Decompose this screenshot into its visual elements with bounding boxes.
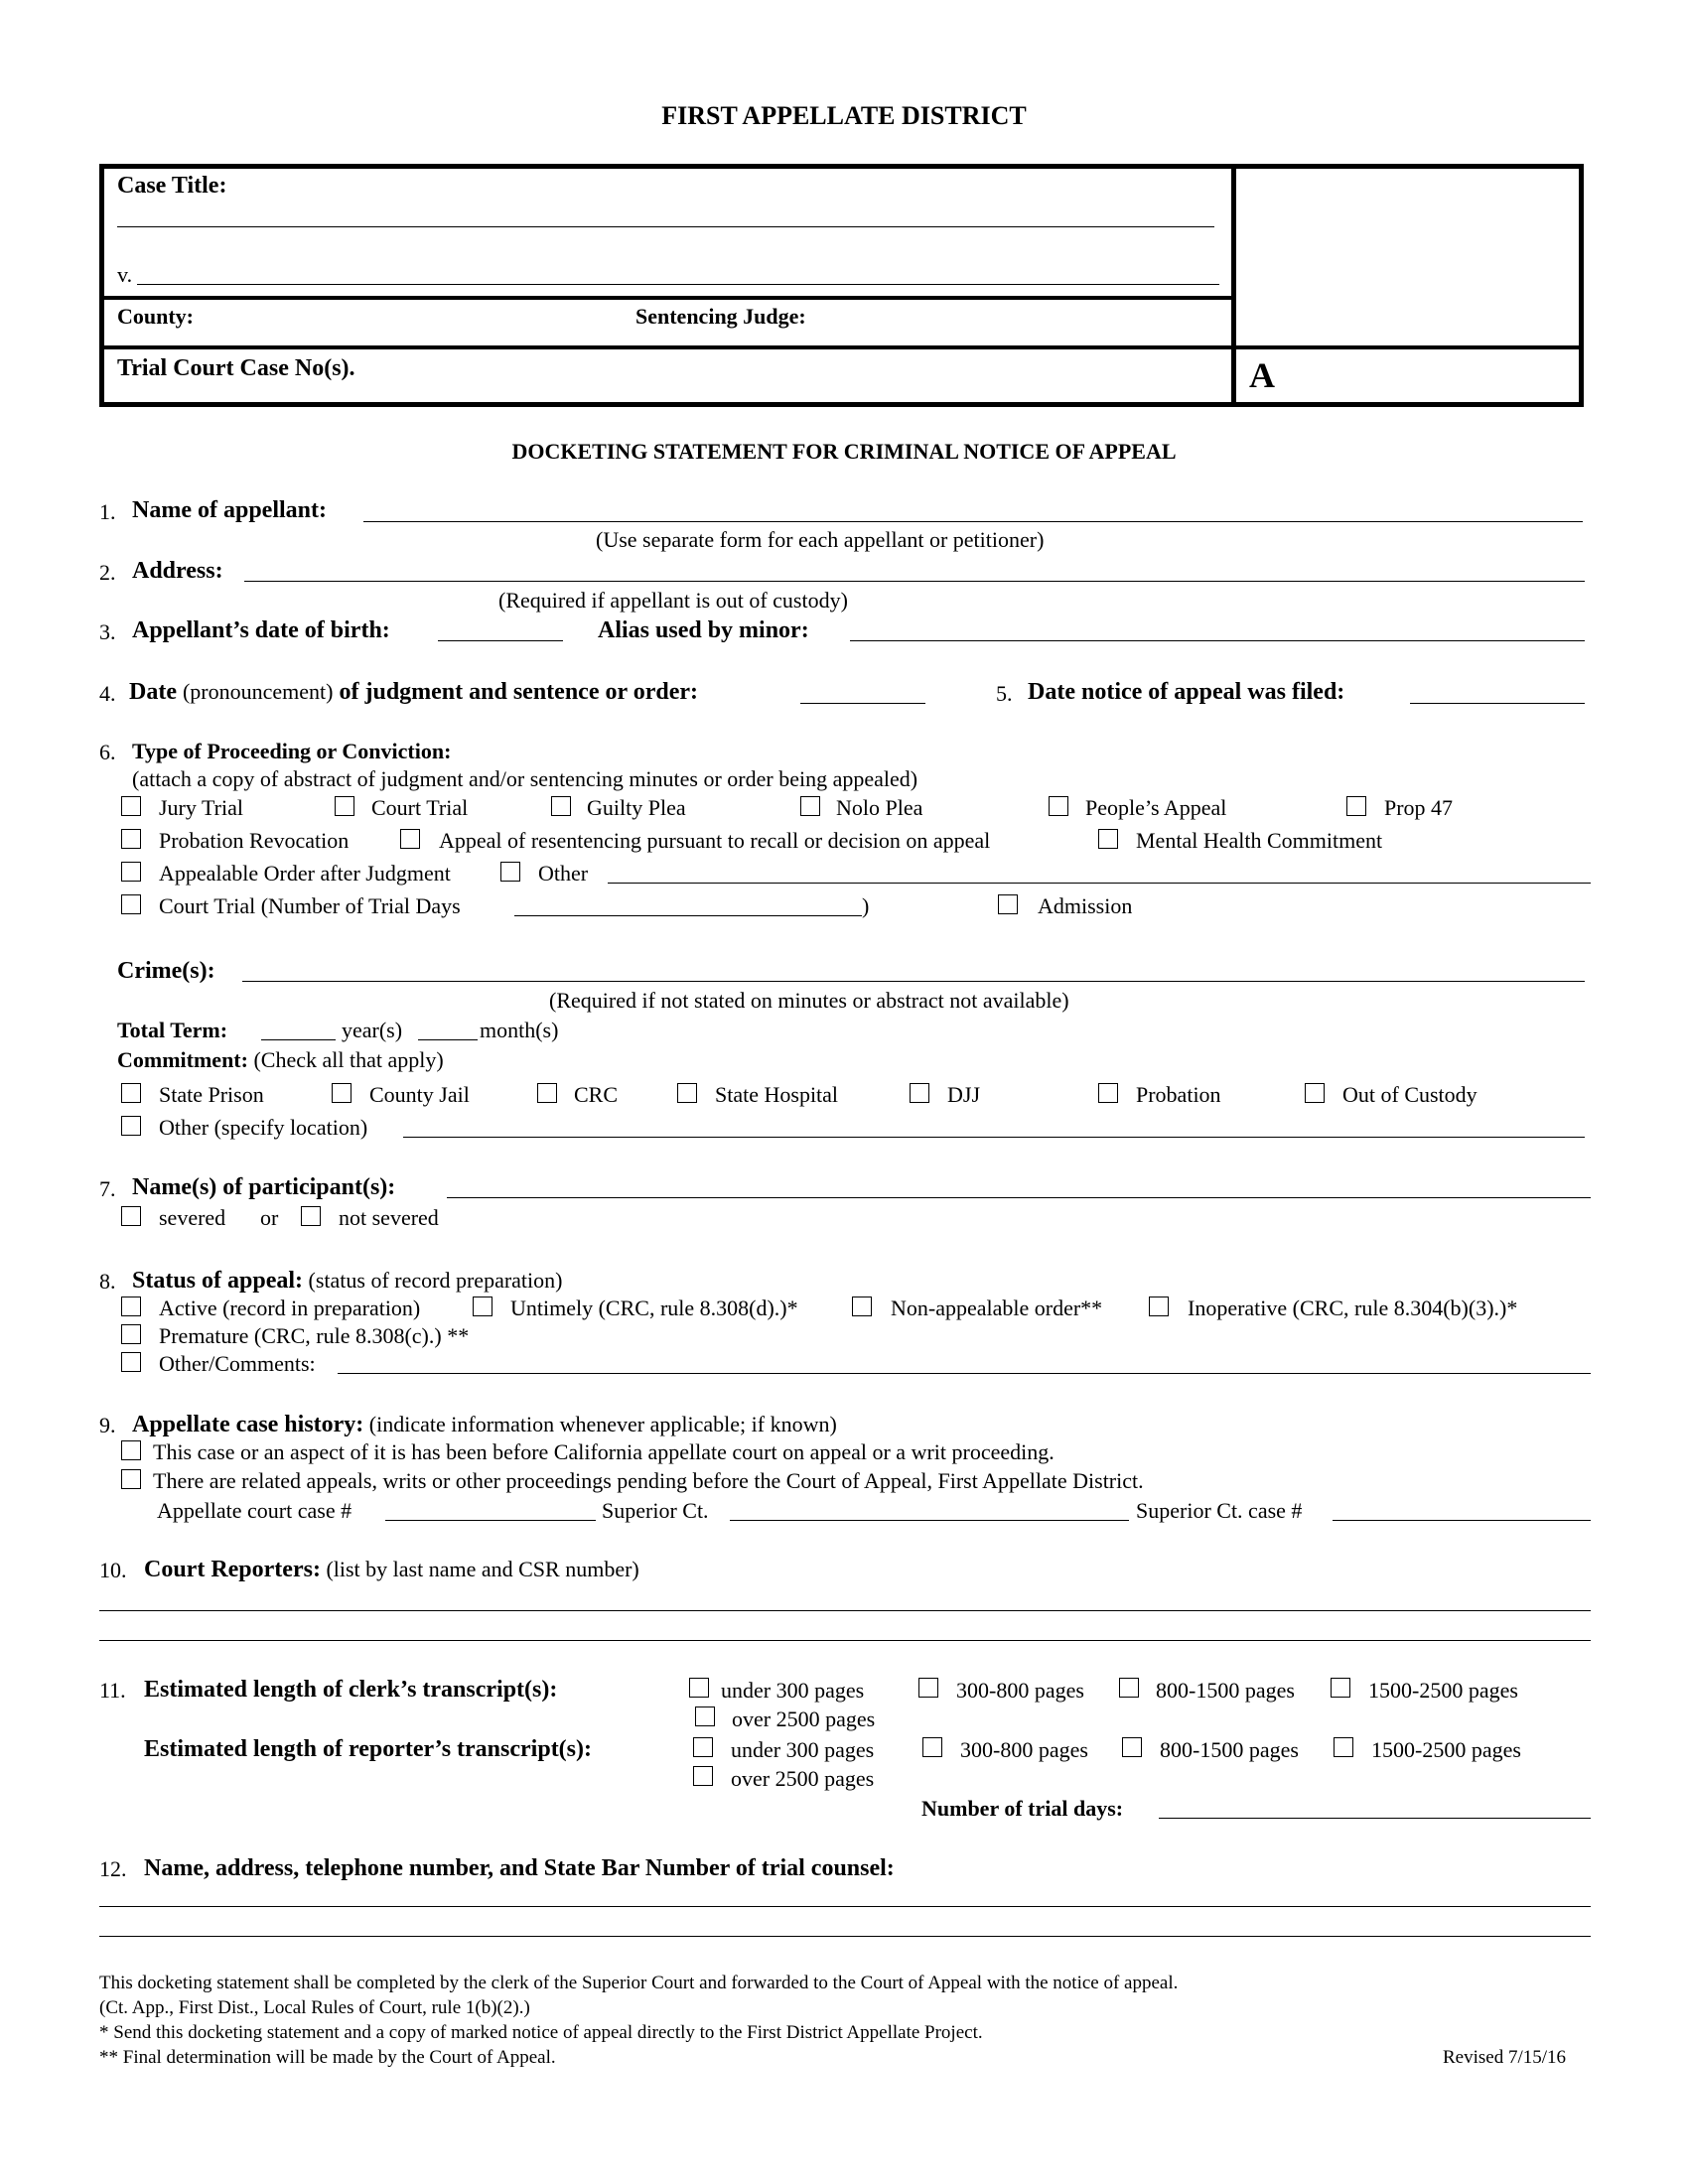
probation-revocation-label: Probation Revocation	[159, 828, 350, 853]
other-comments-line[interactable]	[338, 1373, 1591, 1374]
years-label: year(s)	[342, 1018, 403, 1042]
other-location-label: Other (specify location)	[159, 1115, 368, 1140]
status-heading: Status of appeal: (status of record preparation)	[132, 1268, 563, 1294]
alias-line[interactable]	[850, 640, 1585, 641]
item10-number: 10.	[99, 1558, 127, 1582]
inoperative-label: Inoperative (CRC, rule 8.304(b)(3).)*	[1188, 1296, 1518, 1320]
years-line[interactable]	[261, 1039, 336, 1040]
related-appeals-checkbox[interactable]	[121, 1469, 141, 1489]
prior-appellate-label: This case or an aspect of it is has been before California appellate court on appeal or a writ proceeding.	[153, 1439, 1055, 1464]
untimely-label: Untimely (CRC, rule 8.308(d).)*	[510, 1296, 798, 1320]
number-trial-days-line[interactable]	[1159, 1818, 1591, 1819]
clerk-300-800-label: 300-800 pages	[956, 1678, 1084, 1703]
probation-revocation-checkbox[interactable]	[121, 829, 141, 849]
commitment-heading: Commitment: (Check all that apply)	[117, 1047, 444, 1072]
footer-line-3: * Send this docketing statement and a copy of marked notice of appeal directly to the First District Appellate Project.	[99, 2022, 983, 2043]
court-reporters-line-2[interactable]	[99, 1640, 1591, 1641]
active-label: Active (record in preparation)	[159, 1296, 421, 1320]
months-label: month(s)	[480, 1018, 559, 1042]
other-proceeding-checkbox[interactable]	[500, 862, 520, 882]
admission-label: Admission	[1038, 893, 1133, 918]
revised-date: Revised 7/15/16	[1443, 2047, 1567, 2068]
participants-label: Name(s) of participant(s):	[132, 1174, 396, 1200]
crimes-note: (Required if not stated on minutes or abstract not available)	[549, 988, 1069, 1013]
other-location-line[interactable]	[403, 1137, 1585, 1138]
djj-checkbox[interactable]	[910, 1083, 929, 1103]
item11-number: 11.	[99, 1678, 126, 1703]
reporter-transcript-label: Estimated length of reporter’s transcript(s):	[144, 1736, 592, 1762]
footer-line-1: This docketing statement shall be completed by the clerk of the Superior Court and forwarded to the Court of Appeal with the notice of appeal.	[99, 1973, 1179, 1993]
appellant-name-note: (Use separate form for each appellant or petitioner)	[596, 527, 1045, 552]
clerk-300-800-checkbox[interactable]	[918, 1678, 938, 1698]
djj-label: DJJ	[947, 1082, 981, 1107]
inoperative-checkbox[interactable]	[1149, 1297, 1169, 1316]
item7-number: 7.	[99, 1176, 116, 1201]
appealable-order-checkbox[interactable]	[121, 862, 141, 882]
clerk-1500-2500-label: 1500-2500 pages	[1368, 1678, 1518, 1703]
clerk-under300-label: under 300 pages	[721, 1678, 865, 1703]
other-proceeding-label: Other	[538, 861, 589, 886]
related-appeals-label: There are related appeals, writs or other proceedings pending before the Court of Appeal, First Appellate District.	[153, 1468, 1144, 1493]
jury-trial-label: Jury Trial	[159, 795, 243, 820]
clerk-800-1500-label: 800-1500 pages	[1156, 1678, 1295, 1703]
versus-label: v.	[117, 262, 133, 287]
clerk-under300-checkbox[interactable]	[689, 1678, 709, 1698]
clerk-1500-2500-checkbox[interactable]	[1331, 1678, 1350, 1698]
county-jail-checkbox[interactable]	[332, 1083, 352, 1103]
severed-label: severed	[159, 1205, 226, 1230]
clerk-800-1500-checkbox[interactable]	[1119, 1678, 1139, 1698]
appellate-case-line[interactable]	[385, 1520, 596, 1521]
division-letter: A	[1249, 355, 1275, 395]
proceeding-type-label: Type of Proceeding or Conviction:	[132, 739, 452, 763]
total-term-label: Total Term:	[117, 1018, 228, 1042]
versus-line[interactable]	[137, 284, 1219, 285]
crc-label: CRC	[574, 1082, 619, 1107]
mental-health-checkbox[interactable]	[1098, 829, 1118, 849]
form-title: DOCKETING STATEMENT FOR CRIMINAL NOTICE OF APPEAL	[511, 439, 1177, 464]
sentencing-judge-label: Sentencing Judge:	[635, 304, 806, 329]
probation-checkbox[interactable]	[1098, 1083, 1118, 1103]
clerk-over2500-checkbox[interactable]	[695, 1706, 715, 1726]
or-label: or	[260, 1205, 279, 1230]
active-checkbox[interactable]	[121, 1297, 141, 1316]
court-trial-label: Court Trial	[371, 795, 469, 820]
mental-health-label: Mental Health Commitment	[1136, 828, 1383, 853]
premature-checkbox[interactable]	[121, 1324, 141, 1344]
reporter-800-1500-checkbox[interactable]	[1122, 1737, 1142, 1757]
case-title-label: Case Title:	[117, 173, 227, 199]
judgment-date-label: Date (pronouncement) of judgment and sentence or order:	[129, 679, 698, 705]
item12-number: 12.	[99, 1856, 127, 1881]
appellant-name-line[interactable]	[363, 521, 1583, 522]
superior-ct-label: Superior Ct.	[602, 1498, 709, 1523]
clerk-over2500-label: over 2500 pages	[732, 1706, 876, 1731]
item5-number: 5.	[996, 681, 1013, 706]
trial-counsel-line-2[interactable]	[99, 1936, 1591, 1937]
trial-days-label: Number of trial days:	[921, 1796, 1124, 1821]
other-location-checkbox[interactable]	[121, 1116, 141, 1136]
prop47-label: Prop 47	[1384, 795, 1454, 820]
trial-court-case-label: Trial Court Case No(s).	[117, 355, 355, 381]
non-appealable-checkbox[interactable]	[852, 1297, 872, 1316]
court-trial-checkbox[interactable]	[335, 796, 354, 816]
resentencing-appeal-checkbox[interactable]	[400, 829, 420, 849]
state-hospital-label: State Hospital	[715, 1082, 839, 1107]
reporter-300-800-label: 300-800 pages	[960, 1737, 1088, 1762]
notice-date-line[interactable]	[1410, 703, 1585, 704]
case-title-line[interactable]	[117, 226, 1214, 227]
severed-checkbox[interactable]	[121, 1206, 141, 1226]
other-comments-label: Other/Comments:	[159, 1351, 316, 1376]
non-appealable-label: Non-appealable order**	[891, 1296, 1103, 1320]
peoples-appeal-label: People’s Appeal	[1085, 795, 1227, 820]
judgment-date-line[interactable]	[800, 703, 925, 704]
item4-number: 4.	[99, 681, 116, 706]
guilty-plea-checkbox[interactable]	[551, 796, 571, 816]
appellant-name-label: Name of appellant:	[132, 497, 327, 523]
appealable-order-label: Appealable Order after Judgment	[159, 861, 451, 886]
reporter-300-800-checkbox[interactable]	[922, 1737, 942, 1757]
court-trial-days-close: )	[862, 893, 870, 918]
prior-appellate-checkbox[interactable]	[121, 1440, 141, 1460]
court-reporters-line-1[interactable]	[99, 1610, 1591, 1611]
participants-line[interactable]	[447, 1197, 1591, 1198]
crc-checkbox[interactable]	[537, 1083, 557, 1103]
prop47-checkbox[interactable]	[1346, 796, 1366, 816]
superior-case-line[interactable]	[1333, 1520, 1591, 1521]
court-trial-days-checkbox[interactable]	[121, 894, 141, 914]
item6-number: 6.	[99, 740, 116, 764]
premature-label: Premature (CRC, rule 8.308(c).) **	[159, 1323, 470, 1348]
court-trial-days-label: Court Trial (Number of Trial Days	[159, 893, 461, 918]
address-line[interactable]	[244, 581, 1585, 582]
nolo-plea-checkbox[interactable]	[800, 796, 820, 816]
reporter-1500-2500-label: 1500-2500 pages	[1371, 1737, 1521, 1762]
item8-number: 8.	[99, 1269, 116, 1294]
county-jail-label: County Jail	[369, 1082, 470, 1107]
item9-number: 9.	[99, 1413, 116, 1437]
alias-label: Alias used by minor:	[598, 617, 809, 643]
peoples-appeal-checkbox[interactable]	[1049, 796, 1068, 816]
reporter-1500-2500-checkbox[interactable]	[1334, 1737, 1353, 1757]
dob-label: Appellant’s date of birth:	[132, 617, 390, 643]
trial-days-line[interactable]	[514, 915, 862, 916]
proceeding-type-note: (attach a copy of abstract of judgment and/or sentencing minutes or order being appealed)	[132, 766, 918, 791]
county-label: County:	[117, 304, 195, 329]
probation-label: Probation	[1136, 1082, 1221, 1107]
reporter-under300-checkbox[interactable]	[693, 1737, 713, 1757]
item2-number: 2.	[99, 560, 116, 585]
reporter-under300-label: under 300 pages	[731, 1737, 875, 1762]
superior-case-label: Superior Ct. case #	[1136, 1498, 1303, 1523]
dob-line[interactable]	[438, 640, 563, 641]
out-of-custody-label: Out of Custody	[1342, 1082, 1477, 1107]
reporter-over2500-checkbox[interactable]	[693, 1766, 713, 1786]
state-prison-checkbox[interactable]	[121, 1083, 141, 1103]
months-line[interactable]	[418, 1039, 478, 1040]
out-of-custody-checkbox[interactable]	[1305, 1083, 1325, 1103]
reporter-over2500-label: over 2500 pages	[731, 1766, 875, 1791]
state-hospital-checkbox[interactable]	[677, 1083, 697, 1103]
crimes-line[interactable]	[242, 981, 1585, 982]
admission-checkbox[interactable]	[998, 894, 1018, 914]
court-reporters-heading: Court Reporters: (list by last name and CSR number)	[144, 1557, 639, 1582]
history-heading: Appellate case history: (indicate information whenever applicable; if known)	[132, 1412, 837, 1437]
not-severed-label: not severed	[339, 1205, 439, 1230]
crimes-label: Crime(s):	[117, 958, 215, 984]
superior-ct-line[interactable]	[730, 1520, 1129, 1521]
trial-counsel-label: Name, address, telephone number, and State Bar Number of trial counsel:	[144, 1855, 895, 1881]
trial-counsel-line-1[interactable]	[99, 1906, 1591, 1907]
footer-line-4: ** Final determination will be made by the Court of Appeal.	[99, 2047, 556, 2068]
appellate-case-label: Appellate court case #	[157, 1498, 352, 1523]
address-note: (Required if appellant is out of custody)	[498, 588, 848, 613]
clerk-transcript-label: Estimated length of clerk’s transcript(s):	[144, 1677, 558, 1703]
other-proceeding-line[interactable]	[608, 883, 1591, 884]
resentencing-appeal-label: Appeal of resentencing pursuant to recall or decision on appeal	[439, 828, 991, 853]
other-comments-checkbox[interactable]	[121, 1352, 141, 1372]
untimely-checkbox[interactable]	[473, 1297, 492, 1316]
not-severed-checkbox[interactable]	[301, 1206, 321, 1226]
jury-trial-checkbox[interactable]	[121, 796, 141, 816]
state-prison-label: State Prison	[159, 1082, 264, 1107]
reporter-800-1500-label: 800-1500 pages	[1160, 1737, 1299, 1762]
nolo-plea-label: Nolo Plea	[836, 795, 923, 820]
item3-number: 3.	[99, 619, 116, 644]
guilty-plea-label: Guilty Plea	[587, 795, 686, 820]
item1-number: 1.	[99, 499, 116, 524]
footer-line-2: (Ct. App., First Dist., Local Rules of Court, rule 1(b)(2).)	[99, 1997, 530, 2018]
address-label: Address:	[132, 558, 223, 584]
district-heading: FIRST APPELLATE DISTRICT	[661, 101, 1027, 130]
notice-date-label: Date notice of appeal was filed:	[1028, 679, 1345, 705]
